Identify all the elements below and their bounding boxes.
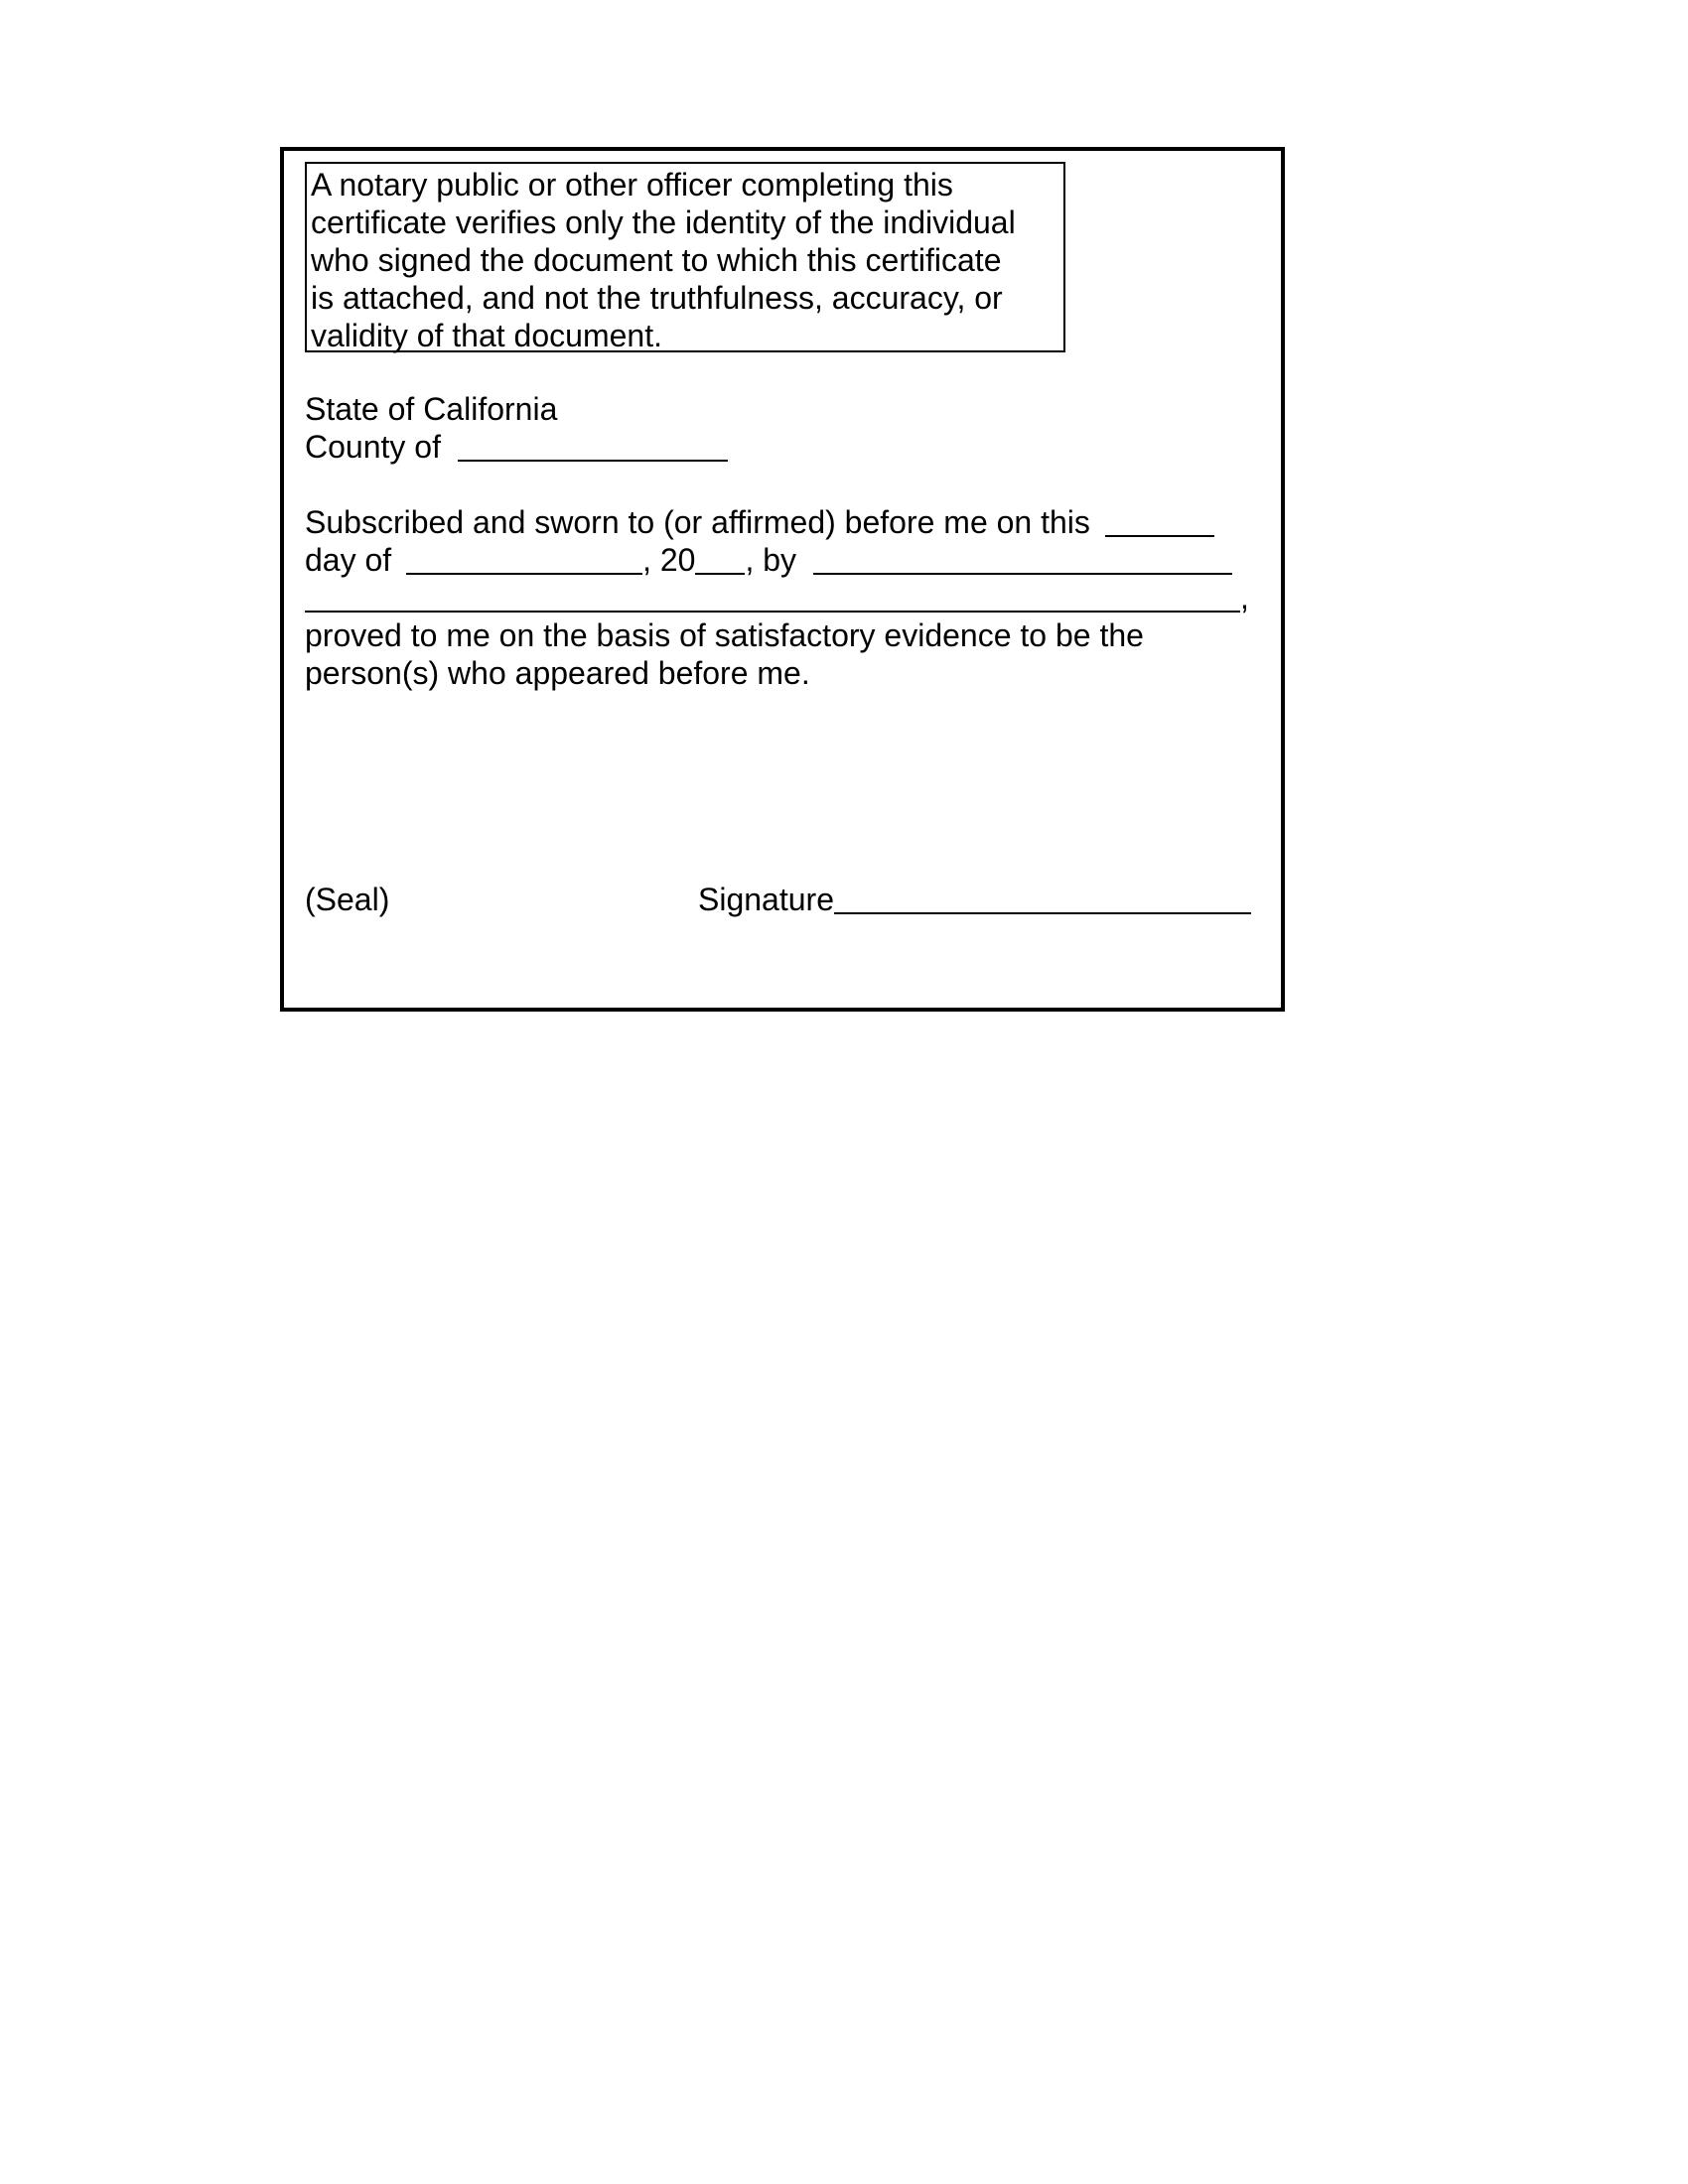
jurat-line-5 — [305, 654, 810, 692]
signature-line — [698, 881, 1251, 918]
signature-label: Signature — [698, 882, 834, 917]
day-of-label: day of — [305, 542, 392, 578]
month-blank[interactable] — [406, 543, 642, 575]
signature-blank[interactable] — [834, 883, 1251, 914]
county-label: County of — [305, 429, 441, 465]
seal-area — [305, 881, 389, 918]
jurat-line-3 — [305, 579, 1249, 616]
notice-line-3: who signed the document to which this certificate — [311, 242, 1002, 278]
jurat-sworn-text: Subscribed and sworn to (or affirmed) before me on this — [305, 504, 1090, 540]
notice-line-4: is attached, and not the truthfulness, accuracy, or — [311, 280, 1003, 316]
appeared-text: person(s) who appeared before me. — [305, 655, 810, 691]
jurat-line-4 — [305, 616, 1144, 654]
seal-label: (Seal) — [305, 882, 390, 917]
affiant-name-continued-blank[interactable] — [305, 581, 1240, 613]
county-line — [305, 428, 728, 466]
day-number-blank[interactable] — [1105, 505, 1214, 537]
trailing-comma: , — [1240, 580, 1249, 615]
affiant-name-blank[interactable] — [813, 543, 1232, 575]
notice-line-1: A notary public or other officer completing this — [311, 167, 953, 203]
state-label: State of California — [305, 391, 558, 427]
by-label: , by — [745, 542, 797, 578]
notice-line-2: certificate verifies only the identity of the individual — [311, 205, 1016, 240]
year-prefix-label: , 20 — [642, 542, 696, 578]
notice-line-5: validity of that document. — [311, 318, 662, 353]
jurat-certificate-frame — [280, 147, 1285, 1012]
proved-text: proved to me on the basis of satisfactory evidence to be the — [305, 617, 1144, 653]
notary-notice-box — [305, 162, 1065, 352]
state-line — [305, 390, 557, 428]
year-blank[interactable] — [695, 543, 745, 575]
jurat-line-2 — [305, 541, 1232, 579]
jurat-line-1 — [305, 503, 1214, 541]
county-blank[interactable] — [458, 430, 728, 462]
